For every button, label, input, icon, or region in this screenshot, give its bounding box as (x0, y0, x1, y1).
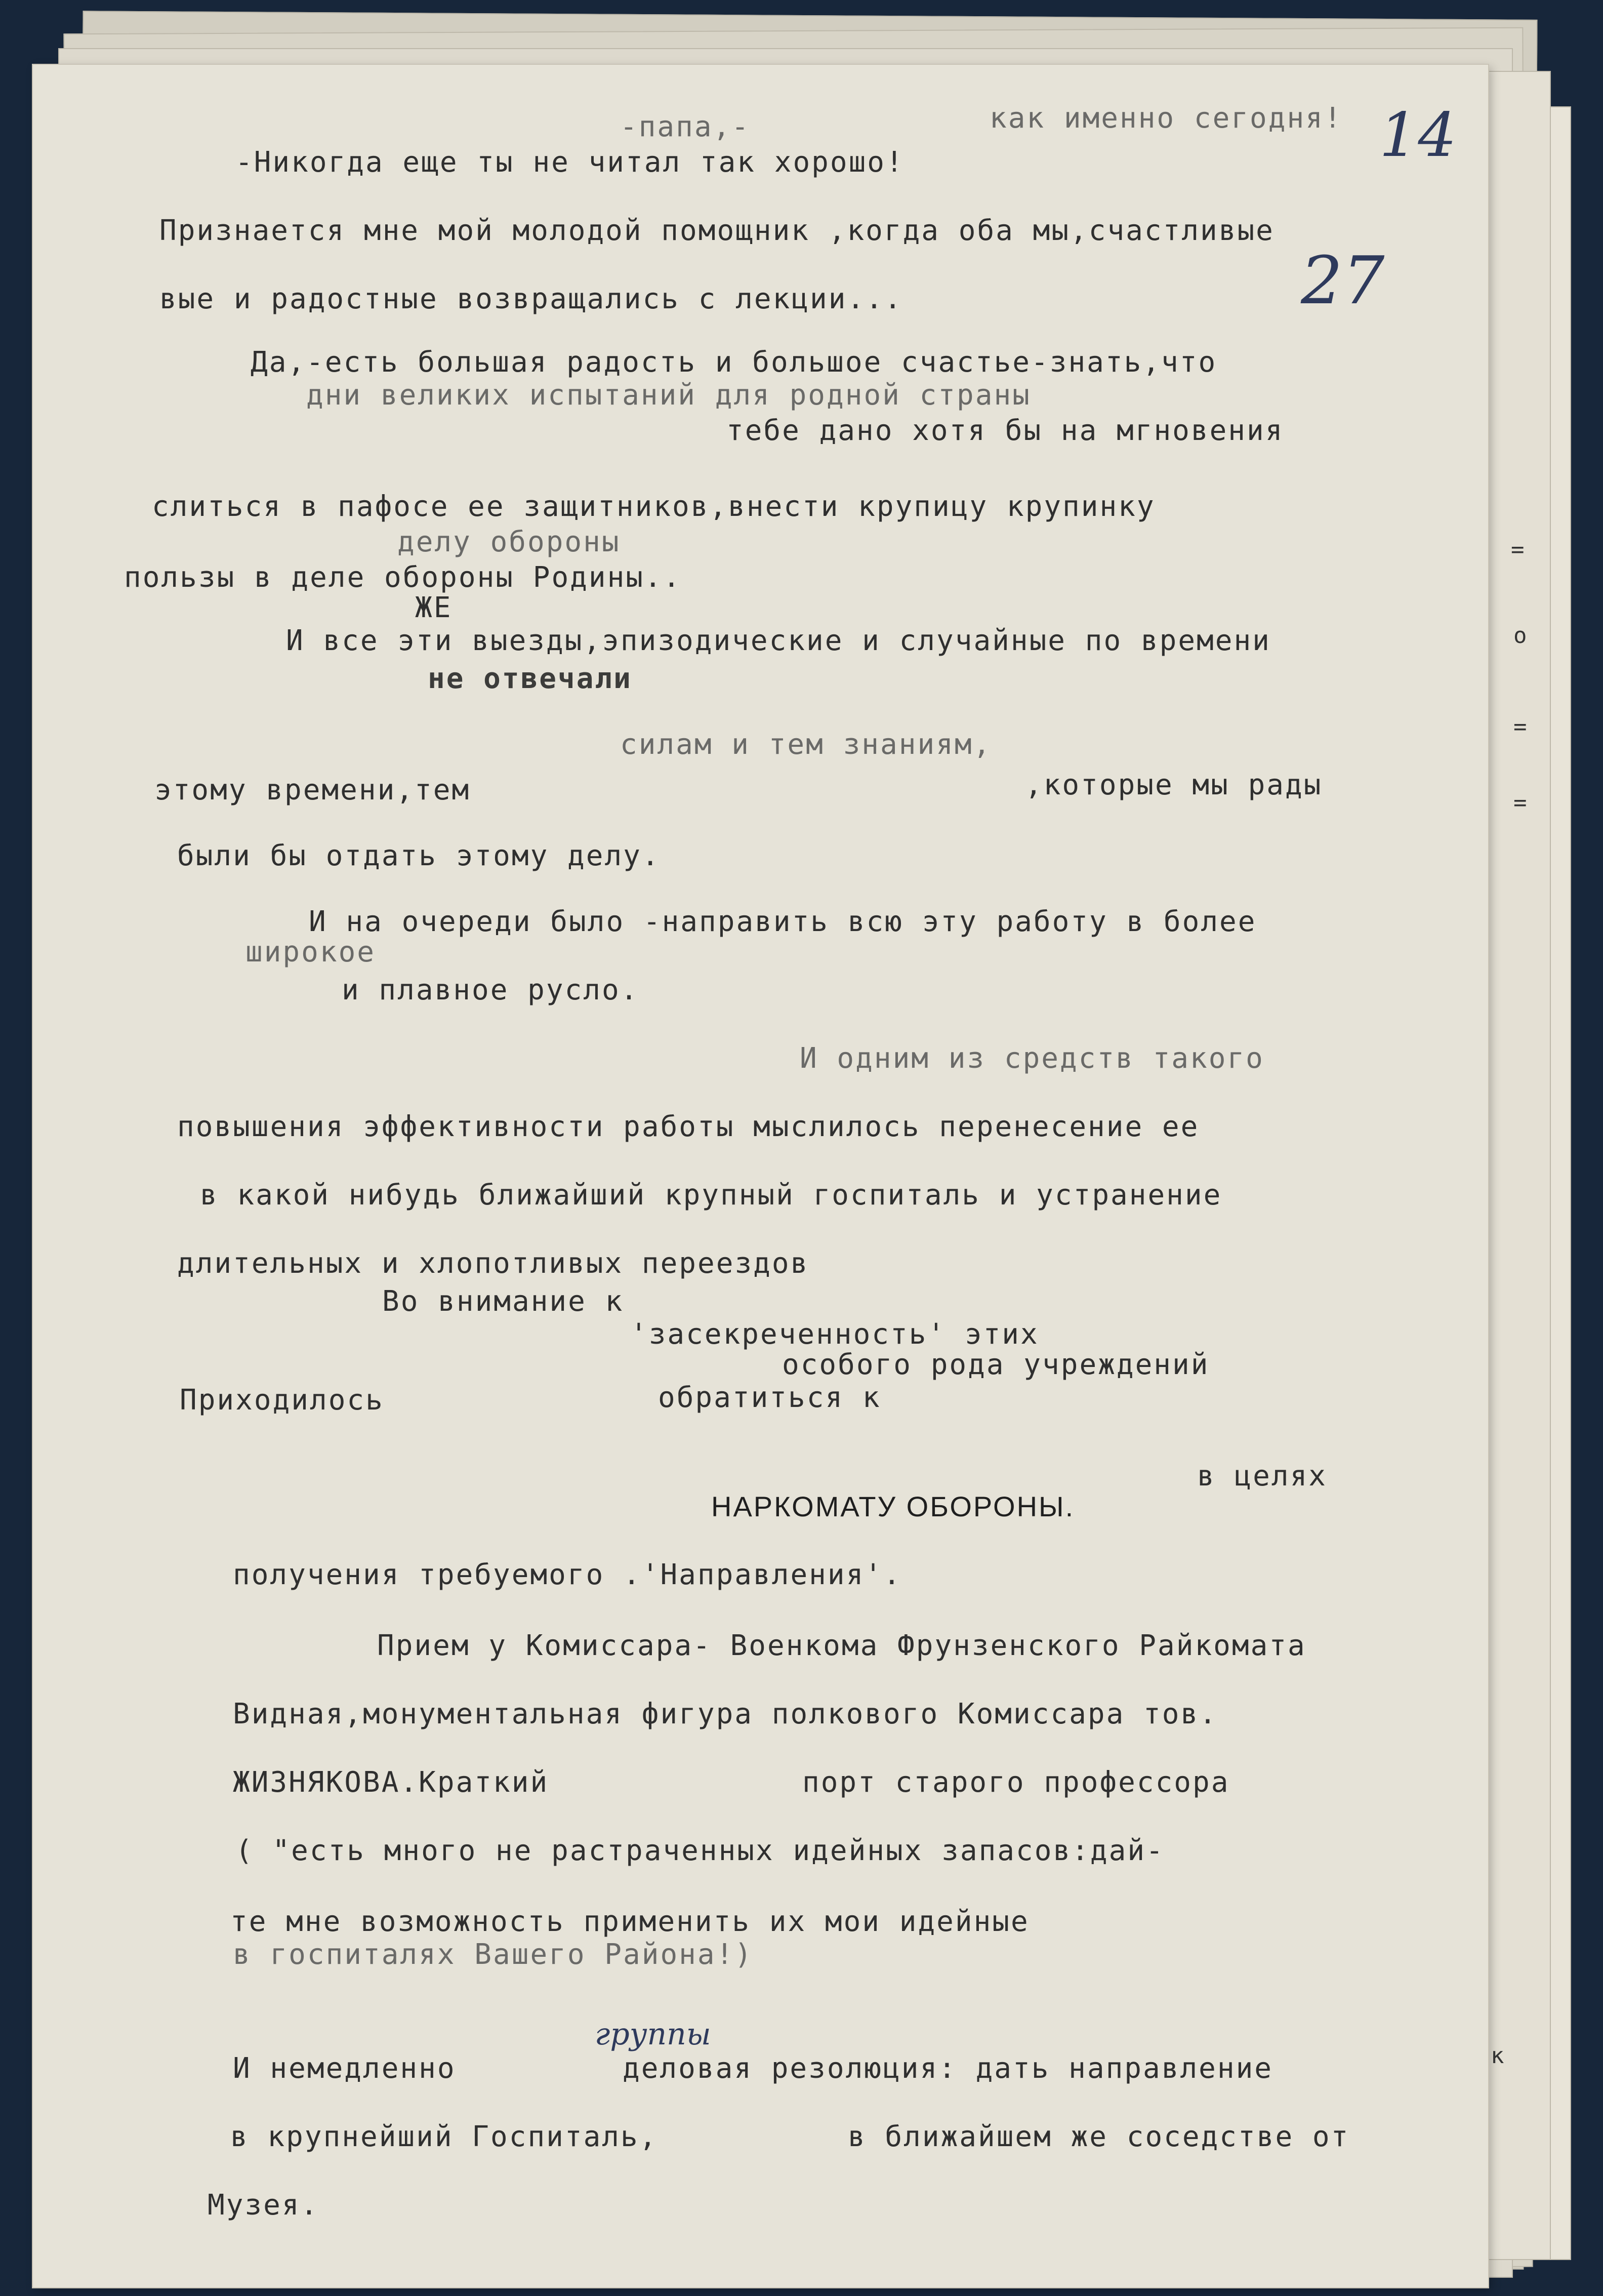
text-line: слиться в пафосе ее защитников,внести крупицу крупинку (152, 490, 1156, 523)
text-line: ЖИЗНЯКОВА.Краткий (233, 1766, 549, 1799)
text-line: и плавное русло. (342, 974, 639, 1006)
text-line: ( "есть много не растраченных идейных запасов:дай- (235, 1834, 1165, 1867)
text-line: широкое (245, 936, 376, 969)
typewritten-page (33, 65, 1488, 2287)
text-line: тебе дано хотя бы на мгновения (726, 414, 1284, 447)
text-line: Музея. (208, 2189, 319, 2222)
text-line: получения требуемого .'Направления'. (233, 1558, 902, 1591)
text-line: как именно сегодня! (990, 102, 1343, 135)
text-line: этому времени,тем (154, 774, 471, 807)
text-line: в ближайшем же соседстве от (848, 2120, 1350, 2153)
text-line: деловая резолюция: дать направление (623, 2052, 1273, 2085)
text-line: повышения эффективности работы мыслилось перенесение ее (177, 1110, 1200, 1143)
text-line: те мне возможность применить их мои идейные (230, 1905, 1030, 1938)
edge-mark: к (1491, 2043, 1504, 2069)
text-line: ЖЕ (415, 591, 453, 624)
edge-mark: о (1513, 623, 1527, 649)
text-line: в крупнейший Госпиталь, (230, 2120, 658, 2153)
text-line: в какой нибудь ближайший крупный госпиталь и устранение (200, 1179, 1222, 1212)
text-line: -Никогда еще ты не читал так хорошо! (235, 146, 905, 179)
text-line: И все эти выезды,эпизодические и случайные по времени (286, 624, 1271, 657)
text-line: Да,-есть большая радость и большое счастье-знать,что (251, 346, 1217, 379)
text-line: не отвечали (428, 662, 632, 695)
edge-mark: = (1511, 537, 1525, 562)
text-line: обратиться к (658, 1381, 881, 1414)
page-number-handwritten: 14 (1379, 100, 1457, 171)
text-line: И одним из средств такого (800, 1042, 1264, 1075)
text-line: силам и тем знаниям, (620, 728, 992, 761)
text-line: -папа,- (620, 110, 751, 143)
text-line: Признается мне мой молодой помощник ,когда оба мы,счастливые (159, 214, 1275, 247)
text-line: Приходилось (180, 1384, 384, 1417)
text-line: дни великих испытаний для родной страны (306, 379, 1031, 412)
text-line: Во внимание к (382, 1285, 624, 1318)
text-line: 'засекреченность' этих (630, 1318, 1039, 1351)
text-line: особого рода учреждений (782, 1348, 1210, 1381)
archive-number-handwritten: 27 (1301, 242, 1385, 319)
text-line: ,которые мы рады (1025, 769, 1323, 801)
text-line: порт старого профессора (802, 1766, 1230, 1799)
text-line: И на очереди было -направить всю эту работу в более (309, 905, 1257, 938)
text-line: Видная,монументальная фигура полкового Комиссара тов. (233, 1698, 1218, 1730)
text-line: в целях (1197, 1460, 1328, 1493)
text-line: были бы отдать этому делу. (177, 839, 661, 872)
edge-mark: = (1513, 714, 1527, 740)
text-line: Прием у Комиссара- Военкома Фрунзенского Райкомата (377, 1629, 1306, 1662)
text-line: в госпиталях Вашего Района!) (233, 1938, 754, 1971)
text-line: НАРКОМАТУ ОБОРОНЫ. (711, 1491, 1075, 1522)
text-line: И немедленно (233, 2052, 456, 2085)
text-line: делу обороны (397, 526, 621, 558)
text-line: пользы в деле обороны Родины.. (124, 561, 682, 594)
text-line: вые и радостные возвращались с лекции... (159, 283, 903, 315)
handwritten-insertion: группы (595, 2017, 711, 2052)
edge-mark: = (1513, 790, 1527, 816)
text-line: длительных и хлопотливых переездов (177, 1247, 809, 1280)
